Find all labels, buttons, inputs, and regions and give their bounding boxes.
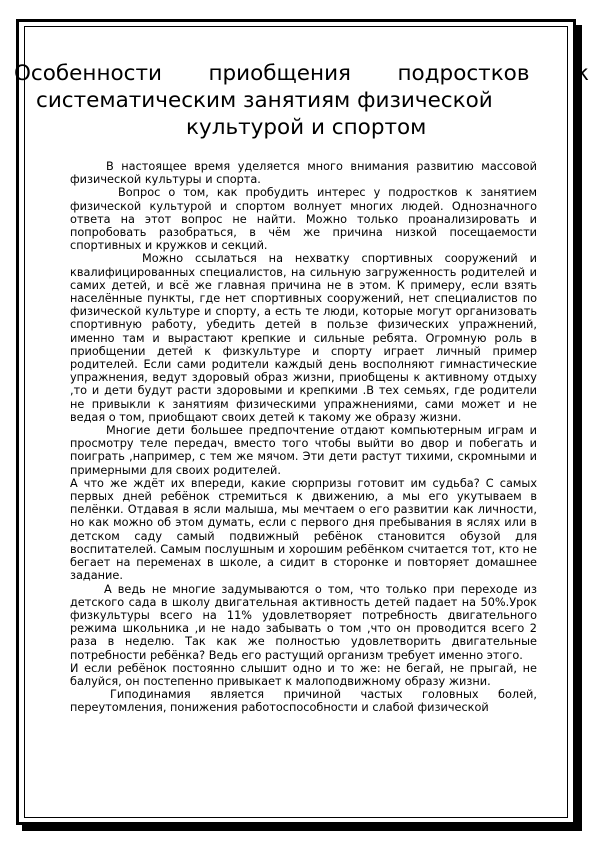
document-body <box>70 160 537 715</box>
paragraph-hypodynamia: Гиподинамия является причиной частых головных болей, переутомления, понижения работоспособности и слабой физической <box>70 688 537 715</box>
title-line-2: систематическим занятиям физической <box>36 88 493 113</box>
document-title <box>14 60 589 141</box>
paragraph-reasons: Можно ссылаться на нехватку спортивных сооружений и квалифицированных специалистов, на сильную загруженность родителей и самих детей, и всё же главная причина не в этом. К примеру, если взять населённые пункты, где нет спортивных сооружений, нет специалистов по физической культуре и спорту, а есть те люди, которые могут организовать спортивную работу, убедить детей в пользе физических упражнений, именно там и вырастают крепкие и сильные ребята. Огромную роль в приобщении детей к физкультуре и спорту играет личный пример родителей. Если сами родители каждый день восполняют гимнастические упражнения, ведут здоровый образ жизни, приобщены к активному отдыху ,то и дети будут расти здоровыми и крепкими .В тех семьях, где родители не привыкли к занятиям физическими упражнениями, сами может и не ведая о том, приобщают своих детей к такому же образу жизни. <box>70 252 537 424</box>
paragraph-intro: В настоящее время уделяется много внимания развитию массовой физической культуры и спорта. <box>70 160 537 187</box>
paragraph-activity-drop: А ведь не многие задумываются о том, что только при переходе из детского сада в школу двигательная активность детей падает на 50%.Урок физкультуры всего на 11% удовлетворяет потребность двигательного режима школьника ,и не надо забывать о том ,что он проводится всего 2 раза в неделю. Так как же полностью удовлетворить двигательные потребности ребёнка? Ведь его растущий организм требует именно этого. <box>70 582 537 662</box>
title-line-3: культурой и спортом <box>186 115 427 140</box>
title-word: подростков <box>397 61 530 86</box>
paragraph-future: А что же ждёт их впереди, какие сюрпризы готовит им судьба? С самых первых дней ребёнок стремиться к движению, а мы его укутываем в пелёнки. Отдавая в ясли малыша, мы мечтаем о его развитии как личности, но как можно об этом думать, если с первого дня пребывания в яслях или в детском саду самый подвижный ребёнок становится обузой для воспитателей. Самым послушным и хорошим ребёнком считается тот, кто не бегает на переменах в школе, а сидит в сторонке и повторяет домашнее задание. <box>70 476 537 583</box>
title-line-1 <box>14 60 589 87</box>
paragraph-question: Вопрос о том, как пробудить интерес у подростков к занятием физической культурой и спортом волнует многих людей. Однозначного ответа на этот вопрос не найти. Можно только проанализировать и попробовать разобраться, в чём же причина низкой посещаемости спортивных и кружков и секций. <box>70 186 537 253</box>
title-word: приобщения <box>208 61 351 86</box>
paragraph-sedentary: И если ребёнок постоянно слышит одно и то же: не бегай, не прыгай, не балуйся, он постепенно привыкает к малоподвижному образу жизни. <box>70 661 537 688</box>
paragraph-computer-games: Многие дети большее предпочтение отдают компьютерным играм и просмотру теле передач, вместо того чтобы выйти во двор и побегать и поиграть ,например, с тем же мячом. Эти дети растут тихими, скромными и примерными для своих родителей. <box>70 424 537 477</box>
page-border-shadow-bottom <box>22 825 582 831</box>
title-word: к <box>575 61 589 86</box>
title-word: Особенности <box>14 61 162 86</box>
page-border-shadow-right <box>576 25 582 831</box>
